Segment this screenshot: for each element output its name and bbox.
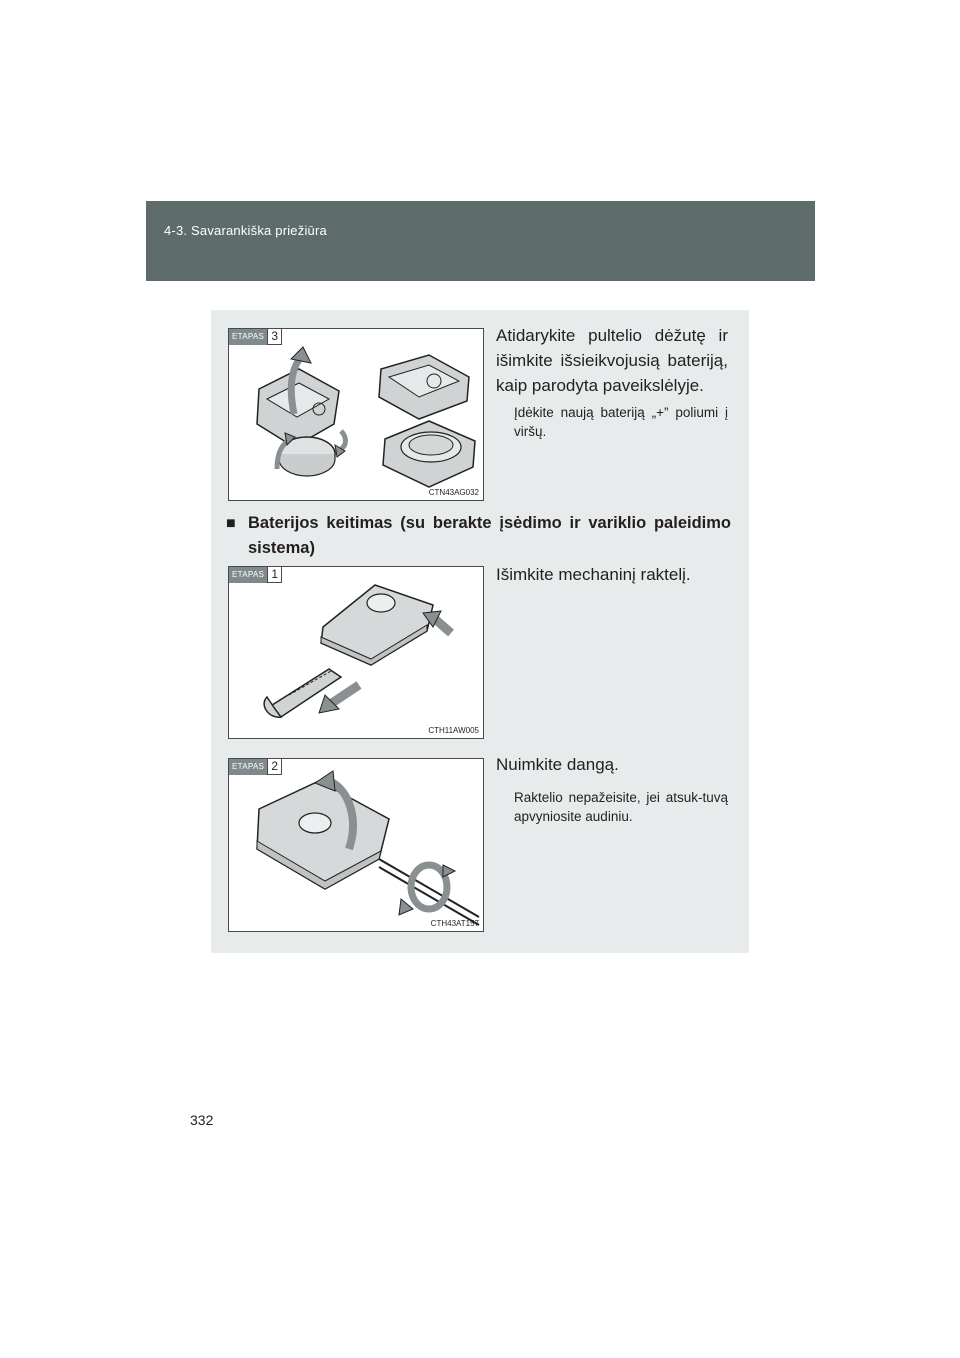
section-heading: [226, 511, 731, 561]
figure-step-3: [228, 328, 484, 501]
figure-code: CTN43AG032: [428, 488, 479, 497]
page-number: 332: [190, 1112, 214, 1128]
step-badge-label: ETAPAS: [229, 759, 267, 775]
section-header-bar: [146, 201, 815, 281]
figure-step-2: [228, 758, 484, 932]
section-heading-text: Baterijos keitimas (su berakte įsėdimo ir variklio paleidimo sistema): [248, 514, 731, 557]
step-3-text: Atidarykite pultelio dėžutę ir išimkite išsieikvojusią bateriją, kaip parodyta paveikslėlyje.: [496, 326, 728, 395]
step-3-note: Įdėkite naują bateriją „+” poliumi į viršų.: [514, 405, 728, 439]
battery-removal-illustration: [229, 329, 483, 500]
figure-code: CTH11AW005: [428, 726, 479, 735]
step-badge-number: 2: [267, 759, 282, 775]
mechanical-key-illustration: [229, 567, 483, 738]
step-badge-label: ETAPAS: [229, 567, 267, 583]
figure-code: CTH43AT157: [430, 919, 479, 928]
step-1-text: Išimkite mechaninį raktelį.: [496, 565, 691, 584]
figure-step-1: [228, 566, 484, 739]
step-2-text: Nuimkite dangą.: [496, 755, 619, 774]
section-title: 4-3. Savarankiška priežiūra: [164, 223, 327, 238]
step-badge-number: 3: [267, 329, 282, 345]
square-bullet-icon: ■: [226, 515, 236, 532]
step-badge-number: 1: [267, 567, 282, 583]
step-badge-label: ETAPAS: [229, 329, 267, 345]
step-2-note: Raktelio nepažeisite, jei atsuk-tuvą apvyniosite audiniu.: [514, 790, 728, 824]
cover-removal-illustration: [229, 759, 483, 931]
